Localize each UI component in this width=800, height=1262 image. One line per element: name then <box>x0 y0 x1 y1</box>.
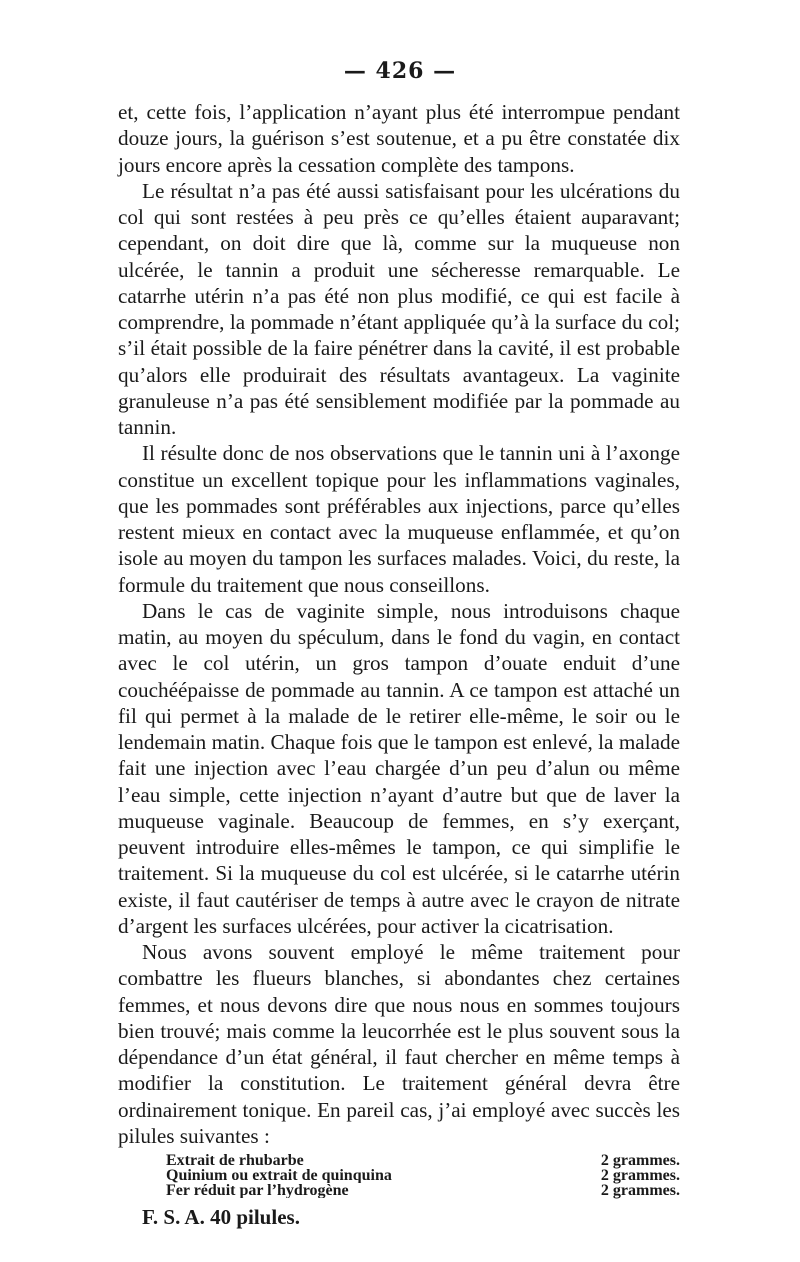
formula-dose: 2 grammes. <box>600 1182 680 1199</box>
formula-ingredient: Extrait de rhubarbe <box>166 1153 304 1168</box>
prescription-formula <box>166 1153 680 1198</box>
prescription-signa: F. S. A. 40 pilules. <box>142 1205 300 1229</box>
paragraph: Dans le cas de vaginite simple, nous introduisons chaque matin, au moyen du spéculum, dans le fond du vagin, en contact avec le col utérin, un gros tampon d’ouate enduit d’une couchéépaisse de pommade au tannin. A ce tampon est attaché un fil qui permet à la malade de le retirer elle-même, le soir ou le lendemain matin. Chaque fois que le tampon est enlevé, la malade fait une injection avec l’eau chargée d’un peu d’alun ou même l’eau simple, cette injection n’ayant d’autre but que de laver la muqueuse vaginale. Beaucoup de femmes, en s’y exerçant, peuvent introduire elles-mêmes le tampon, ce qui simplifie le traitement. Si la muqueuse du col est ulcérée, si le catarrhe utérin existe, il faut cautériser de temps à autre avec le crayon de nitrate d’argent les surfaces ulcérées, pour activer la cicatrisation. <box>118 598 680 938</box>
formula-row <box>166 1183 680 1198</box>
formula-row <box>166 1168 680 1183</box>
formula-dose: 2 grammes. <box>600 1167 680 1184</box>
body-text <box>118 99 680 1230</box>
page-number: — 426 — <box>343 58 457 84</box>
paragraph: Le résultat n’a pas été aussi satisfaisant pour les ulcérations du col qui sont restées à peu près ce qu’elles étaient auparavant; cependant, on doit dire que là, comme sur la muqueuse non ulcérée, le tannin a produit une sécheresse remarquable. Le catarrhe utérin n’a pas été non plus modifié, ce qui est facile à comprendre, la pommade n’étant appliquée qu’à la surface du col; s’il était possible de la faire pénétrer dans la cavité, il est probable qu’alors elle produirait des résultats avantageux. La vaginite granuleuse n’a pas été sensiblement modifiée par la pommade au tannin. <box>118 178 680 439</box>
formula-ingredient: Fer réduit par l’hydrogène <box>166 1183 349 1198</box>
formula-ingredient: Quinium ou extrait de quinquina <box>166 1168 392 1183</box>
formula-dose: 2 grammes. <box>600 1152 680 1169</box>
paragraph: et, cette fois, l’application n’ayant plus été interrompue pendant douze jours, la guérison s’est soutenue, et a pu être constatée dix jours encore après la cessation complète des tampons. <box>118 100 680 177</box>
formula-row <box>166 1153 680 1168</box>
paragraph: Il résulte donc de nos observations que le tannin uni à l’axonge constitue un excellent topique pour les inflammations vaginales, que les pommades sont préférables aux injections, parce qu’elles restent mieux en contact avec la muqueuse enflammée, et qu’on isole au moyen du tampon les surfaces malades. Voici, du reste, la formule du traitement que nous conseillons. <box>118 441 680 597</box>
paragraph: Nous avons souvent employé le même traitement pour combattre les flueurs blanches, si abondantes chez certaines femmes, et nous devons dire que nous nous en sommes toujours bien trouvé; mais comme la leucorrhée est le plus souvent sous la dépendance d’un état général, il faut chercher en même temps à modifier la constitution. Le traitement général devra être ordinairement tonique. En pareil cas, j’ai employé avec succès les pilules suivantes : <box>118 940 680 1148</box>
